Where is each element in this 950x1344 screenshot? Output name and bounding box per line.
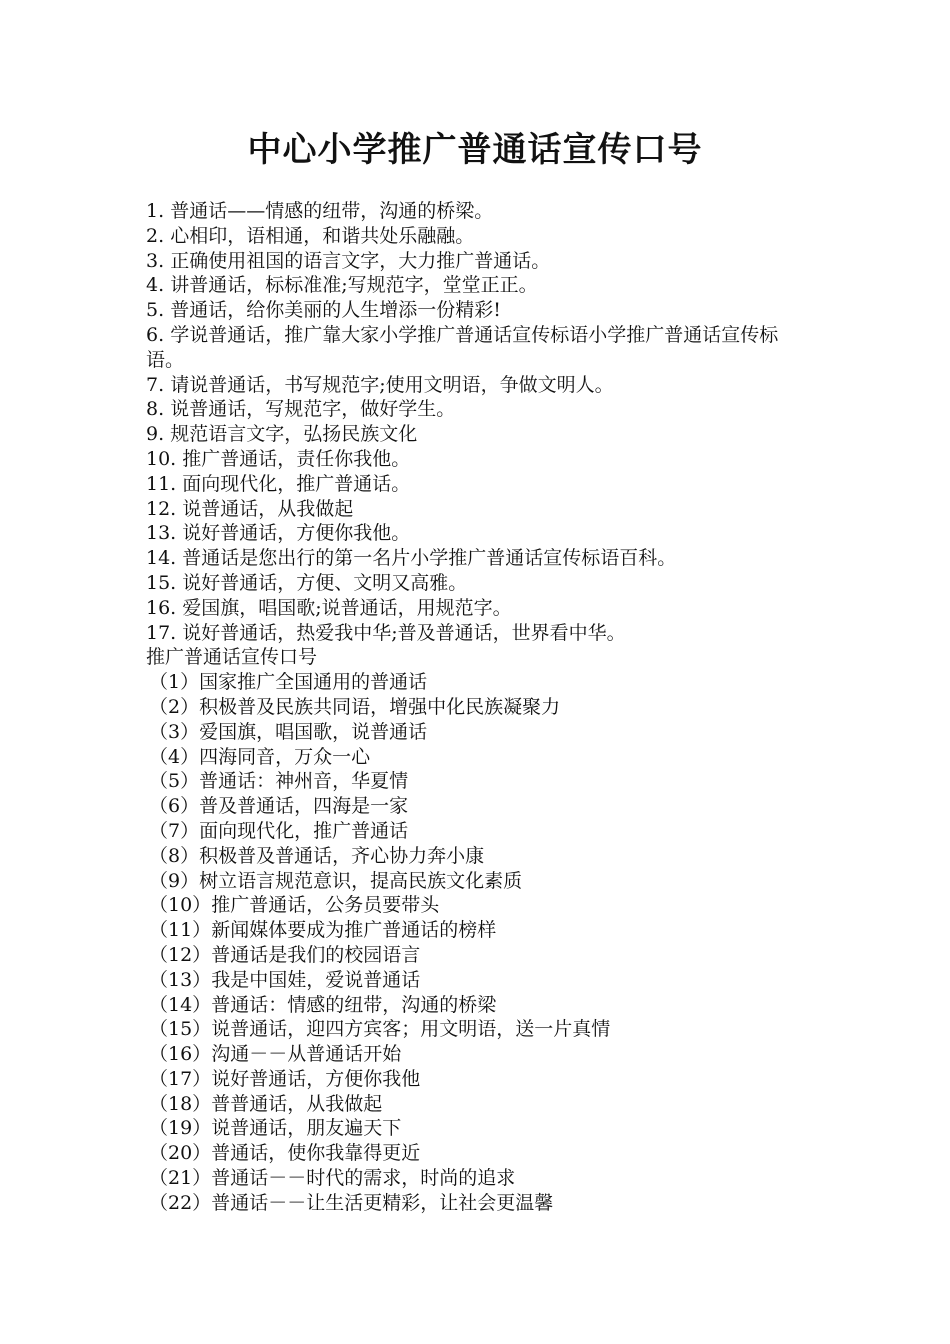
- paren-slogan: [146, 968, 811, 993]
- paren-slogan: [146, 918, 811, 943]
- slogan-text: 说好普通话，热爱我中华;普及普通话，世界看中华。: [182, 621, 626, 644]
- slogan-number: 5.: [146, 299, 165, 322]
- slogan-number: （20）: [149, 1142, 212, 1165]
- slogan-text: 普通话，给你美丽的人生增添一份精彩!: [170, 299, 501, 322]
- paren-slogan: [146, 869, 811, 894]
- slogan-number: 11.: [146, 472, 177, 495]
- numbered-slogan-list: [146, 199, 811, 645]
- paren-slogan: [146, 1116, 811, 1141]
- slogan-number: （2）: [149, 695, 200, 718]
- slogan-text: 积极普及普通话，齐心协力奔小康: [199, 844, 485, 867]
- numbered-slogan: [146, 521, 811, 546]
- section-heading: 推广普通话宣传口号: [146, 646, 318, 669]
- slogan-text: 面向现代化，推广普通话: [199, 819, 409, 842]
- slogan-number: （19）: [149, 1117, 212, 1140]
- numbered-slogan: [146, 447, 811, 472]
- slogan-text: 面向现代化，推广普通话。: [182, 472, 411, 495]
- document-title: 中心小学推广普通话宣传口号: [247, 130, 703, 170]
- slogan-text: 普普通话，从我做起: [211, 1092, 383, 1115]
- slogan-number: 3.: [146, 249, 165, 272]
- paren-slogan-list: [146, 670, 811, 1216]
- slogan-text: 我是中国娃，爱说普通话: [211, 968, 421, 991]
- slogan-number: 15.: [146, 571, 177, 594]
- paren-slogan: [146, 1141, 811, 1166]
- slogan-text: 学说普通话，推广靠大家小学推广普通话宣传标语小学推广普通话宣传标语。: [146, 323, 779, 371]
- numbered-slogan: [146, 546, 811, 571]
- slogan-number: 17.: [146, 621, 177, 644]
- slogan-text: 正确使用祖国的语言文字，大力推广普通话。: [170, 249, 551, 272]
- numbered-slogan: [146, 249, 811, 274]
- slogan-text: 说好普通话，方便你我他。: [182, 522, 411, 545]
- slogan-number: （21）: [149, 1167, 212, 1190]
- slogan-number: （15）: [149, 1018, 212, 1041]
- slogan-text: 说普通话，朋友遍天下: [211, 1117, 402, 1140]
- paren-slogan: [146, 1067, 811, 1092]
- slogan-text: 规范语言文字，弘扬民族文化: [170, 423, 418, 446]
- slogan-text: 普通话－－让生活更精彩，让社会更温馨: [211, 1191, 554, 1214]
- paren-slogan: [146, 1191, 811, 1216]
- slogan-text: 说普通话，迎四方宾客；用文明语，送一片真情: [211, 1018, 611, 1041]
- numbered-slogan: [146, 472, 811, 497]
- numbered-slogan: [146, 571, 811, 596]
- slogan-number: 12.: [146, 497, 177, 520]
- numbered-slogan: [146, 199, 811, 224]
- slogan-number: 14.: [146, 547, 177, 570]
- slogan-text: 普通话：情感的纽带，沟通的桥梁: [211, 993, 497, 1016]
- slogan-number: （6）: [149, 795, 200, 818]
- slogan-text: 普通话是我们的校园语言: [211, 943, 421, 966]
- slogan-text: 普通话：神州音，华夏情: [199, 770, 409, 793]
- numbered-slogan: [146, 224, 811, 249]
- slogan-text: 积极普及民族共同语，增强中化民族凝聚力: [199, 695, 561, 718]
- slogan-number: （7）: [149, 819, 200, 842]
- slogan-text: 推广普通话，公务员要带头: [211, 894, 440, 917]
- paren-slogan: [146, 1042, 811, 1067]
- paren-slogan: [146, 695, 811, 720]
- paren-slogan: [146, 769, 811, 794]
- slogan-number: （17）: [149, 1067, 212, 1090]
- slogan-text: 普及普通话，四海是一家: [199, 795, 409, 818]
- slogan-number: 16.: [146, 596, 177, 619]
- slogan-text: 爱国旗，唱国歌，说普通话: [199, 720, 428, 743]
- slogan-number: 9.: [146, 423, 165, 446]
- slogan-text: 推广普通话，责任你我他。: [182, 447, 411, 470]
- slogan-number: （13）: [149, 968, 212, 991]
- slogan-number: （3）: [149, 720, 200, 743]
- slogan-text: 普通话－－时代的需求，时尚的追求: [211, 1167, 516, 1190]
- slogan-number: （9）: [149, 869, 200, 892]
- slogan-text: 普通话，使你我靠得更近: [211, 1142, 421, 1165]
- slogan-text: 普通话是您出行的第一名片小学推广普通话宣传标语百科。: [182, 547, 677, 570]
- paren-slogan: [146, 1166, 811, 1191]
- slogan-number: 4.: [146, 274, 165, 297]
- numbered-slogan: [146, 298, 811, 323]
- numbered-slogan: [146, 497, 811, 522]
- numbered-slogan: [146, 596, 811, 621]
- slogan-number: （14）: [149, 993, 212, 1016]
- slogan-number: 6.: [146, 323, 165, 346]
- slogan-number: （22）: [149, 1191, 212, 1214]
- numbered-slogan: [146, 397, 811, 422]
- paren-slogan: [146, 993, 811, 1018]
- paren-slogan: [146, 819, 811, 844]
- slogan-number: 10.: [146, 447, 177, 470]
- paren-slogan: [146, 1017, 811, 1042]
- slogan-text: 普通话——情感的纽带，沟通的桥梁。: [170, 200, 494, 222]
- slogan-text: 树立语言规范意识，提高民族文化素质: [199, 869, 523, 892]
- slogan-text: 说普通话，写规范字，做好学生。: [170, 398, 456, 421]
- paren-slogan: [146, 844, 811, 869]
- numbered-slogan: [146, 373, 811, 398]
- slogan-number: 1.: [146, 200, 165, 222]
- slogan-number: （11）: [149, 919, 212, 942]
- numbered-slogan: [146, 273, 811, 298]
- slogan-text: 讲普通话，标标准准;写规范字，堂堂正正。: [170, 274, 538, 297]
- slogan-number: 13.: [146, 522, 177, 545]
- slogan-number: 8.: [146, 398, 165, 421]
- slogan-number: （16）: [149, 1043, 212, 1066]
- paren-slogan: [146, 745, 811, 770]
- slogan-number: （4）: [149, 745, 200, 768]
- paren-slogan: [146, 794, 811, 819]
- slogan-text: 新闻媒体要成为推广普通话的榜样: [211, 919, 497, 942]
- paren-slogan: [146, 1092, 811, 1117]
- paren-slogan: [146, 670, 811, 695]
- slogan-number: （12）: [149, 943, 212, 966]
- slogan-text: 说好普通话，方便你我他: [211, 1067, 421, 1090]
- slogan-text: 说好普通话，方便、文明又高雅。: [182, 571, 468, 594]
- slogan-number: 2.: [146, 224, 165, 247]
- slogan-number: （8）: [149, 844, 200, 867]
- slogan-text: 沟通－－从普通话开始: [211, 1043, 402, 1066]
- slogan-number: （18）: [149, 1092, 212, 1115]
- slogan-number: （1）: [149, 671, 200, 694]
- numbered-slogan: [146, 621, 811, 646]
- slogan-number: （10）: [149, 894, 212, 917]
- slogan-text: 国家推广全国通用的普通话: [199, 671, 428, 694]
- slogan-number: （5）: [149, 770, 200, 793]
- slogan-text: 爱国旗，唱国歌;说普通话，用规范字。: [182, 596, 512, 619]
- slogan-text: 请说普通话，书写规范字;使用文明语，争做文明人。: [170, 373, 614, 396]
- numbered-slogan: [146, 323, 811, 373]
- slogan-text: 说普通话，从我做起: [182, 497, 354, 520]
- paren-slogan: [146, 943, 811, 968]
- numbered-slogan: [146, 422, 811, 447]
- slogan-text: 心相印，语相通，和谐共处乐融融。: [170, 224, 475, 247]
- document-body: [146, 199, 811, 1216]
- paren-slogan: [146, 720, 811, 745]
- slogan-number: 7.: [146, 373, 165, 396]
- slogan-text: 四海同音，万众一心: [199, 745, 371, 768]
- paren-slogan: [146, 893, 811, 918]
